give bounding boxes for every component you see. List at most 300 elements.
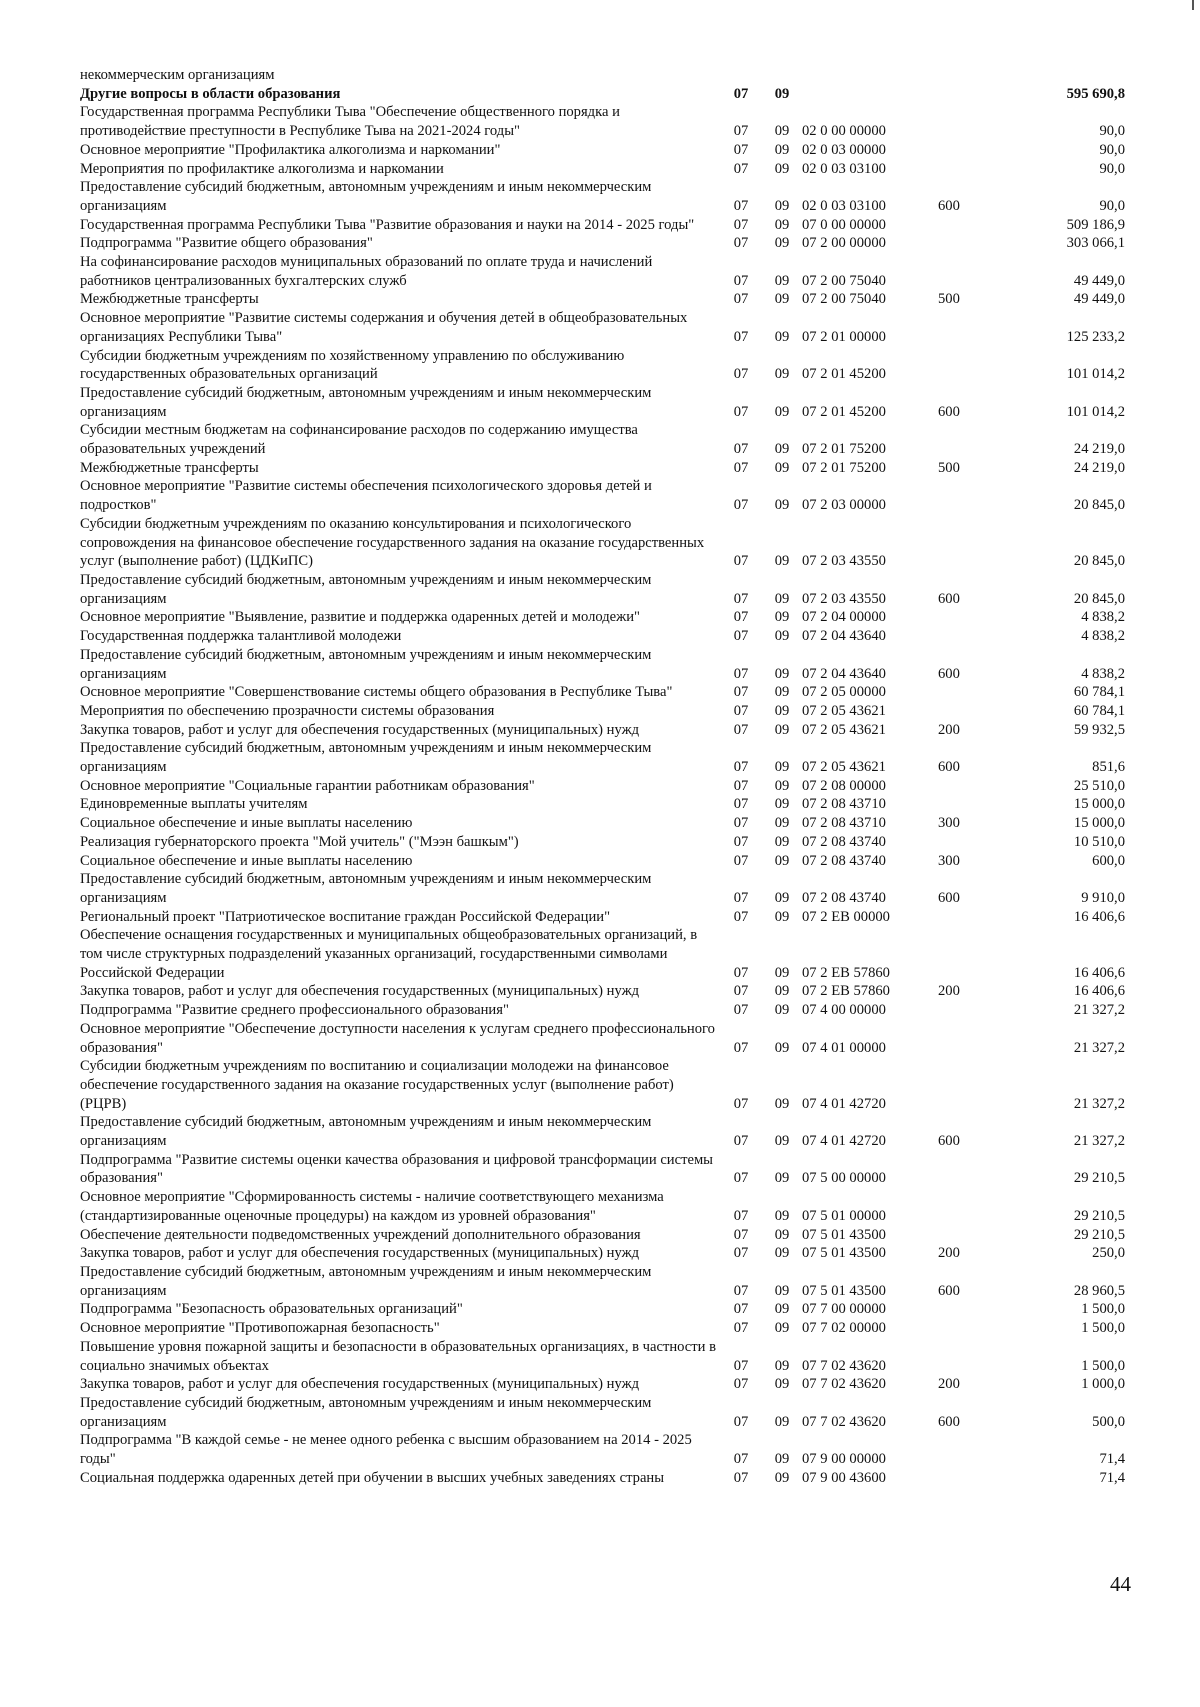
row-subsection-code: 09: [774, 684, 790, 701]
table-row: [80, 477, 1125, 514]
row-section-code: 07: [733, 497, 749, 514]
row-subsection-code: 09: [774, 833, 790, 850]
row-expense-type-code: [938, 216, 996, 235]
row-subsection-code: 09: [774, 1095, 790, 1112]
row-expense-type-code: 600: [938, 665, 960, 682]
row-subsection-code: 09: [774, 702, 790, 719]
table-row: [80, 1300, 1125, 1319]
row-amount: 59 932,5: [1073, 721, 1125, 738]
row-name: Подпрограмма "Развитие среднего профессионального образования": [80, 1002, 509, 1019]
row-target-item-code: 07 2 08 43740: [802, 852, 886, 869]
row-expense-type-code: [938, 477, 996, 514]
row-subsection-code: 09: [774, 1039, 790, 1056]
table-row: [80, 1338, 1125, 1375]
row-target-item-code: 07 4 01 00000: [802, 1039, 886, 1056]
row-name: Реализация губернаторского проекта "Мой учитель" ("Мээн башкым"): [80, 833, 519, 850]
row-name: Субсидии бюджетным учреждениям по воспитанию и социализации молодежи на финансовое обеспечение государственного задания на оказание государственных услуг (выполнение работ) (РЦРВ): [80, 1058, 674, 1112]
table-row: [80, 234, 1125, 253]
table-row: [80, 1394, 1125, 1431]
row-target-item-code: 07 5 00 00000: [802, 1170, 886, 1187]
row-expense-type-code: 500: [938, 291, 960, 308]
row-subsection-code: 09: [774, 403, 790, 420]
row-section-code: 07: [733, 777, 749, 794]
row-name: Основное мероприятие "Обеспечение доступности населения к услугам среднего профессионального образования": [80, 1020, 715, 1056]
row-expense-type-code: [938, 1300, 996, 1319]
row-section-code: 07: [733, 197, 749, 214]
row-target-item-code: 07 2 08 43710: [802, 796, 886, 813]
row-section-code: 07: [733, 665, 749, 682]
row-name: Предоставление субсидий бюджетным, автономным учреждениям и иным некоммерческим организациям: [80, 384, 652, 420]
row-name: Подпрограмма "В каждой семье - не менее одного ребенка с высшим образованием на 2014 - 2025 годы": [80, 1432, 692, 1468]
row-subsection-code: 09: [774, 197, 790, 214]
table-row: [80, 608, 1125, 627]
row-subsection-code: 09: [774, 85, 790, 102]
row-target-item-code: [802, 66, 938, 85]
row-name: Государственная программа Республики Тыва "Обеспечение общественного порядка и противодействие преступности в Республике Тыва на 2021-2024 годы": [80, 104, 620, 140]
table-row: [80, 253, 1125, 290]
row-amount: 15 000,0: [1073, 796, 1125, 813]
row-target-item-code: 07 2 01 00000: [802, 328, 886, 345]
row-expense-type-code: [938, 347, 996, 384]
row-target-item-code: 07 2 01 75200: [802, 459, 886, 476]
table-row: [80, 85, 1125, 104]
row-target-item-code: 07 2 04 43640: [802, 628, 886, 645]
row-section-code: 07: [733, 235, 749, 252]
budget-table-body: [80, 66, 1125, 1487]
row-section-code: 07: [733, 1095, 749, 1112]
row-name: Предоставление субсидий бюджетным, автономным учреждениям и иным некоммерческим организациям: [80, 179, 652, 214]
row-expense-type-code: [938, 777, 996, 796]
row-expense-type-code: 200: [938, 1376, 960, 1393]
row-subsection-code: 09: [774, 628, 790, 645]
row-name: Межбюджетные трансферты: [80, 291, 259, 308]
row-expense-type-code: [938, 926, 996, 982]
row-expense-type-code: 600: [938, 1282, 960, 1299]
table-row: [80, 1020, 1125, 1057]
row-expense-type-code: [938, 66, 996, 85]
table-row: [80, 1431, 1125, 1468]
row-name: Социальная поддержка одаренных детей при обучении в высших учебных заведениях страны: [80, 1469, 665, 1486]
row-target-item-code: 07 2 08 00000: [802, 777, 886, 794]
row-section-code: 07: [733, 1207, 749, 1224]
row-subsection-code: 09: [774, 777, 790, 794]
table-row: [80, 982, 1125, 1001]
row-amount: 1 500,0: [1081, 1301, 1125, 1318]
row-target-item-code: 07 5 01 43500: [802, 1226, 886, 1243]
row-amount: 4 838,2: [1081, 609, 1125, 626]
row-amount: 29 210,5: [1073, 1207, 1125, 1224]
row-expense-type-code: [938, 85, 996, 104]
row-target-item-code: 07 2 00 75040: [802, 272, 886, 289]
row-amount: 90,0: [1099, 160, 1125, 177]
row-name: Предоставление субсидий бюджетным, автономным учреждениям и иным некоммерческим организациям: [80, 1114, 652, 1150]
row-expense-type-code: [938, 141, 996, 160]
table-row: [80, 1057, 1125, 1113]
row-section-code: 07: [733, 796, 749, 813]
row-section-code: 07: [733, 590, 749, 607]
row-section-code: 07: [733, 1413, 749, 1430]
row-name: Социальное обеспечение и иные выплаты населению: [80, 852, 413, 869]
row-amount: 20 845,0: [1073, 590, 1125, 607]
row-section-code: 07: [733, 160, 749, 177]
row-expense-type-code: [938, 1319, 996, 1338]
row-target-item-code: 07 2 05 43621: [802, 721, 886, 738]
row-subsection-code: [762, 66, 802, 85]
row-amount: 250,0: [1092, 1245, 1125, 1262]
row-amount: 16 406,6: [1073, 964, 1125, 981]
row-amount: 25 510,0: [1073, 777, 1125, 794]
table-row: [80, 290, 1125, 309]
row-amount: 90,0: [1099, 123, 1125, 140]
row-name: Государственная программа Республики Тыва "Развитие образования и науки на 2014 - 2025 годы": [80, 216, 695, 233]
row-target-item-code: 07 5 01 43500: [802, 1282, 886, 1299]
row-amount: 851,6: [1092, 759, 1125, 776]
row-expense-type-code: 600: [938, 590, 960, 607]
row-expense-type-code: [938, 160, 996, 179]
row-subsection-code: 09: [774, 1357, 790, 1374]
row-section-code: 07: [733, 272, 749, 289]
row-section-code: 07: [733, 983, 749, 1000]
row-section-code: 07: [733, 815, 749, 832]
row-expense-type-code: [938, 309, 996, 346]
row-amount: 90,0: [1099, 141, 1125, 158]
row-target-item-code: 07 2 03 43550: [802, 553, 886, 570]
row-target-item-code: 07 9 00 43600: [802, 1469, 886, 1486]
table-row: [80, 459, 1125, 478]
row-section-code: 07: [733, 964, 749, 981]
row-amount: 71,4: [1099, 1451, 1125, 1468]
row-target-item-code: 02 0 03 03100: [802, 197, 886, 214]
table-row: [80, 1244, 1125, 1263]
row-amount: 9 910,0: [1081, 889, 1125, 906]
row-section-code: 07: [733, 459, 749, 476]
row-name: Субсидии бюджетным учреждениям по хозяйственному управлению по обслуживанию государственных образовательных организаций: [80, 347, 625, 383]
row-target-item-code: 07 2 EB 00000: [802, 908, 890, 925]
row-expense-type-code: 600: [938, 889, 960, 906]
row-subsection-code: 09: [774, 160, 790, 177]
row-expense-type-code: [938, 683, 996, 702]
table-row: [80, 739, 1125, 776]
row-target-item-code: 07 4 01 42720: [802, 1095, 886, 1112]
row-target-item-code: 07 7 02 43620: [802, 1413, 886, 1430]
row-amount: 500,0: [1092, 1413, 1125, 1430]
row-expense-type-code: 600: [938, 1413, 960, 1430]
row-target-item-code: 07 2 08 43740: [802, 889, 886, 906]
row-section-code: 07: [733, 1282, 749, 1299]
row-expense-type-code: [938, 234, 996, 253]
row-expense-type-code: 200: [938, 721, 960, 738]
row-amount: 71,4: [1099, 1469, 1125, 1486]
row-name: Предоставление субсидий бюджетным, автономным учреждениям и иным некоммерческим организациям: [80, 1264, 652, 1299]
table-row: [80, 908, 1125, 927]
row-target-item-code: 02 0 03 00000: [802, 141, 886, 158]
row-name: некоммерческим организациям: [80, 67, 275, 83]
row-section-code: 07: [733, 759, 749, 776]
row-subsection-code: 09: [774, 1226, 790, 1243]
row-name: Предоставление субсидий бюджетным, автономным учреждениям и иным некоммерческим организациям: [80, 646, 652, 682]
row-subsection-code: 09: [774, 1469, 790, 1486]
row-target-item-code: 07 2 04 00000: [802, 609, 886, 626]
row-target-item-code: 07 2 03 43550: [802, 590, 886, 607]
row-subsection-code: 09: [774, 964, 790, 981]
table-row: [80, 814, 1125, 833]
row-section-code: 07: [733, 216, 749, 233]
table-row: [80, 627, 1125, 646]
table-row: [80, 852, 1125, 871]
row-subsection-code: 09: [774, 983, 790, 1000]
page-number: 44: [1110, 1572, 1131, 1596]
row-expense-type-code: 600: [938, 403, 960, 420]
row-name: Подпрограмма "Безопасность образовательных организаций": [80, 1301, 463, 1318]
table-row: [80, 103, 1125, 140]
row-expense-type-code: 600: [938, 759, 960, 776]
row-subsection-code: 09: [774, 665, 790, 682]
row-amount: 595 690,8: [1066, 85, 1125, 102]
table-row: [80, 833, 1125, 852]
table-row: [80, 1469, 1125, 1488]
row-subsection-code: 09: [774, 908, 790, 925]
row-target-item-code: 02 0 03 03100: [802, 160, 886, 177]
row-amount: 20 845,0: [1073, 553, 1125, 570]
row-section-code: 07: [733, 721, 749, 738]
row-target-item-code: 07 2 05 43621: [802, 759, 886, 776]
row-subsection-code: 09: [774, 1282, 790, 1299]
row-target-item-code: 07 0 00 00000: [802, 216, 886, 233]
table-row: [80, 777, 1125, 796]
table-row: [80, 1151, 1125, 1188]
row-name: Подпрограмма "Развитие общего образования": [80, 235, 373, 252]
table-row: [80, 66, 1125, 85]
row-target-item-code: 07 2 EB 57860: [802, 983, 890, 1000]
row-section-code: 07: [733, 908, 749, 925]
row-expense-type-code: [938, 1020, 996, 1057]
row-expense-type-code: [938, 253, 996, 290]
scan-edge-mark: [1192, 0, 1194, 10]
table-row: [80, 1113, 1125, 1150]
row-target-item-code: 07 4 01 42720: [802, 1133, 886, 1150]
row-amount: 28 960,5: [1073, 1282, 1125, 1299]
row-subsection-code: 09: [774, 497, 790, 514]
row-name: Основное мероприятие "Противопожарная безопасность": [80, 1320, 440, 1337]
row-amount: 16 406,6: [1073, 908, 1125, 925]
table-row: [80, 571, 1125, 608]
row-expense-type-code: 500: [938, 459, 960, 476]
row-subsection-code: 09: [774, 1301, 790, 1318]
row-amount: 4 838,2: [1081, 628, 1125, 645]
table-row: [80, 216, 1125, 235]
row-name: Субсидии местным бюджетам на софинансирование расходов по содержанию имущества образовательных учреждений: [80, 422, 638, 458]
row-expense-type-code: [938, 908, 996, 927]
row-amount: [996, 66, 1125, 85]
row-section-code: 07: [733, 1245, 749, 1262]
row-section-code: 07: [733, 1301, 749, 1318]
row-amount: 49 449,0: [1073, 272, 1125, 289]
row-section-code: 07: [733, 684, 749, 701]
row-subsection-code: 09: [774, 1245, 790, 1262]
table-row: [80, 870, 1125, 907]
row-section-code: 07: [733, 1039, 749, 1056]
table-row: [80, 1375, 1125, 1394]
row-expense-type-code: [938, 421, 996, 458]
row-expense-type-code: [938, 1226, 996, 1245]
row-subsection-code: 09: [774, 216, 790, 233]
row-section-code: 07: [733, 1451, 749, 1468]
row-subsection-code: 09: [774, 721, 790, 738]
row-section-code: 07: [733, 328, 749, 345]
row-section-code: 07: [733, 889, 749, 906]
row-target-item-code: 07 7 00 00000: [802, 1301, 886, 1318]
row-name: На софинансирование расходов муниципальных образований по оплате труда и начислений работников централизованных бухгалтерских служб: [80, 254, 653, 289]
row-subsection-code: 09: [774, 1413, 790, 1430]
row-name: Предоставление субсидий бюджетным, автономным учреждениям и иным некоммерческим организациям: [80, 1394, 652, 1430]
row-amount: 16 406,6: [1073, 983, 1125, 1000]
row-section-code: 07: [733, 553, 749, 570]
table-row: [80, 1263, 1125, 1300]
row-name: Основное мероприятие "Развитие системы содержания и обучения детей в общеобразовательных организациях Республики Тыва": [80, 310, 688, 345]
row-amount: 1 500,0: [1081, 1320, 1125, 1337]
table-row: [80, 926, 1125, 982]
row-subsection-code: 09: [774, 1376, 790, 1393]
row-amount: 125 233,2: [1066, 328, 1125, 345]
row-section-code: 07: [733, 1226, 749, 1243]
row-name: Мероприятия по профилактике алкоголизма и наркомании: [80, 160, 444, 177]
row-target-item-code: 07 2 00 00000: [802, 235, 886, 252]
row-subsection-code: 09: [774, 459, 790, 476]
row-section-code: 07: [733, 1469, 749, 1486]
row-amount: 60 784,1: [1073, 702, 1125, 719]
row-expense-type-code: 600: [938, 197, 960, 214]
row-target-item-code: 07 4 00 00000: [802, 1002, 886, 1019]
row-target-item-code: 07 2 EB 57860: [802, 964, 890, 981]
row-name: Повышение уровня пожарной защиты и безопасности в образовательных организациях, в частности в социально значимых объектах: [80, 1338, 716, 1374]
table-row: [80, 160, 1125, 179]
row-target-item-code: 07 2 00 75040: [802, 291, 886, 308]
table-row: [80, 702, 1125, 721]
row-amount: 60 784,1: [1073, 684, 1125, 701]
row-subsection-code: 09: [774, 590, 790, 607]
row-target-item-code: 07 2 01 45200: [802, 403, 886, 420]
row-expense-type-code: 600: [938, 1133, 960, 1150]
table-row: [80, 141, 1125, 160]
row-expense-type-code: [938, 1057, 996, 1113]
row-section-code: 07: [733, 1002, 749, 1019]
row-target-item-code: 07 2 04 43640: [802, 665, 886, 682]
row-subsection-code: 09: [774, 441, 790, 458]
row-subsection-code: 09: [774, 1002, 790, 1019]
row-subsection-code: 09: [774, 235, 790, 252]
row-name: Обеспечение деятельности подведомственных учреждений дополнительного образования: [80, 1226, 641, 1243]
row-subsection-code: 09: [774, 553, 790, 570]
row-name: Государственная поддержка талантливой молодежи: [80, 628, 402, 645]
row-amount: 101 014,2: [1066, 366, 1125, 383]
row-subsection-code: 09: [774, 291, 790, 308]
row-name: Предоставление субсидий бюджетным, автономным учреждениям и иным некоммерческим организациям: [80, 571, 652, 607]
row-name: Социальное обеспечение и иные выплаты населению: [80, 815, 413, 832]
row-subsection-code: 09: [774, 1133, 790, 1150]
row-expense-type-code: [938, 795, 996, 814]
table-row: [80, 421, 1125, 458]
table-row: [80, 384, 1125, 421]
row-section-code: 07: [733, 1376, 749, 1393]
row-expense-type-code: 200: [938, 983, 960, 1000]
row-target-item-code: [802, 85, 938, 104]
row-expense-type-code: [938, 515, 996, 571]
row-name: Закупка товаров, работ и услуг для обеспечения государственных (муниципальных) нужд: [80, 721, 640, 738]
row-subsection-code: 09: [774, 141, 790, 158]
row-name: Закупка товаров, работ и услуг для обеспечения государственных (муниципальных) нужд: [80, 1376, 640, 1393]
row-amount: 90,0: [1099, 197, 1125, 214]
row-name: Обеспечение оснащения государственных и муниципальных общеобразовательных организаций, в том числе структурных подразделений указанных организаций, государственными символами Российской Федерации: [80, 927, 698, 981]
row-amount: 29 210,5: [1073, 1226, 1125, 1243]
row-section-code: 07: [733, 366, 749, 383]
row-name: Подпрограмма "Развитие системы оценки качества образования и цифровой трансформации системы образования": [80, 1151, 713, 1187]
row-subsection-code: 09: [774, 1170, 790, 1187]
row-subsection-code: 09: [774, 366, 790, 383]
row-subsection-code: 09: [774, 815, 790, 832]
table-row: [80, 178, 1125, 215]
row-amount: 101 014,2: [1066, 403, 1125, 420]
row-name: Закупка товаров, работ и услуг для обеспечения государственных (муниципальных) нужд: [80, 983, 640, 1000]
row-section-code: 07: [733, 609, 749, 626]
row-subsection-code: 09: [774, 889, 790, 906]
row-subsection-code: 09: [774, 852, 790, 869]
row-target-item-code: 07 2 03 00000: [802, 497, 886, 514]
row-name: Основное мероприятие "Совершенствование системы общего образования в Республике Тыва": [80, 684, 673, 701]
row-target-item-code: 07 2 01 75200: [802, 441, 886, 458]
row-amount: 303 066,1: [1066, 235, 1125, 252]
row-section-code: 07: [733, 628, 749, 645]
row-target-item-code: 07 2 05 43621: [802, 702, 886, 719]
row-name: Основное мероприятие "Сформированность системы - наличие соответствующего механизма (стандартизированные оценочные процедуры) на каждом из уровней образования": [80, 1189, 664, 1224]
row-target-item-code: 07 5 01 43500: [802, 1245, 886, 1262]
row-amount: 49 449,0: [1073, 291, 1125, 308]
row-amount: 29 210,5: [1073, 1170, 1125, 1187]
row-subsection-code: 09: [774, 1207, 790, 1224]
row-amount: 1 000,0: [1081, 1376, 1125, 1393]
row-section-code: 07: [733, 702, 749, 719]
row-target-item-code: 07 2 08 43710: [802, 815, 886, 832]
row-section-code: 07: [733, 85, 749, 102]
row-name: Субсидии бюджетным учреждениям по оказанию консультирования и психологического сопровождения на финансовое обеспечение государственного задания на оказание государственных услуг (выполнение работ) (ЦДКиПС): [80, 515, 705, 570]
row-name: Межбюджетные трансферты: [80, 459, 259, 476]
row-name: Предоставление субсидий бюджетным, автономным учреждениям и иным некоммерческим организациям: [80, 740, 652, 776]
row-name: Основное мероприятие "Выявление, развитие и поддержка одаренных детей и молодежи": [80, 609, 640, 626]
row-amount: 10 510,0: [1073, 833, 1125, 850]
table-row: [80, 1226, 1125, 1245]
row-expense-type-code: [938, 1001, 996, 1020]
row-expense-type-code: [938, 1338, 996, 1375]
row-expense-type-code: [938, 1151, 996, 1188]
row-amount: 24 219,0: [1073, 441, 1125, 458]
row-target-item-code: 07 7 02 00000: [802, 1320, 886, 1337]
row-expense-type-code: [938, 1431, 996, 1468]
row-section-code: 07: [733, 1357, 749, 1374]
row-amount: 4 838,2: [1081, 665, 1125, 682]
row-name: Основное мероприятие "Развитие системы обеспечения психологического здоровья детей и подростков": [80, 478, 652, 514]
row-subsection-code: 09: [774, 796, 790, 813]
row-section-code: 07: [733, 1170, 749, 1187]
row-section-code: 07: [733, 291, 749, 308]
row-expense-type-code: [938, 833, 996, 852]
table-row: [80, 721, 1125, 740]
row-section-code: 07: [733, 141, 749, 158]
row-amount: 1 500,0: [1081, 1357, 1125, 1374]
budget-table: [80, 66, 1125, 1487]
row-name: Единовременные выплаты учителям: [80, 796, 308, 813]
row-expense-type-code: [938, 1188, 996, 1225]
row-target-item-code: 07 2 05 00000: [802, 684, 886, 701]
table-row: [80, 1188, 1125, 1225]
